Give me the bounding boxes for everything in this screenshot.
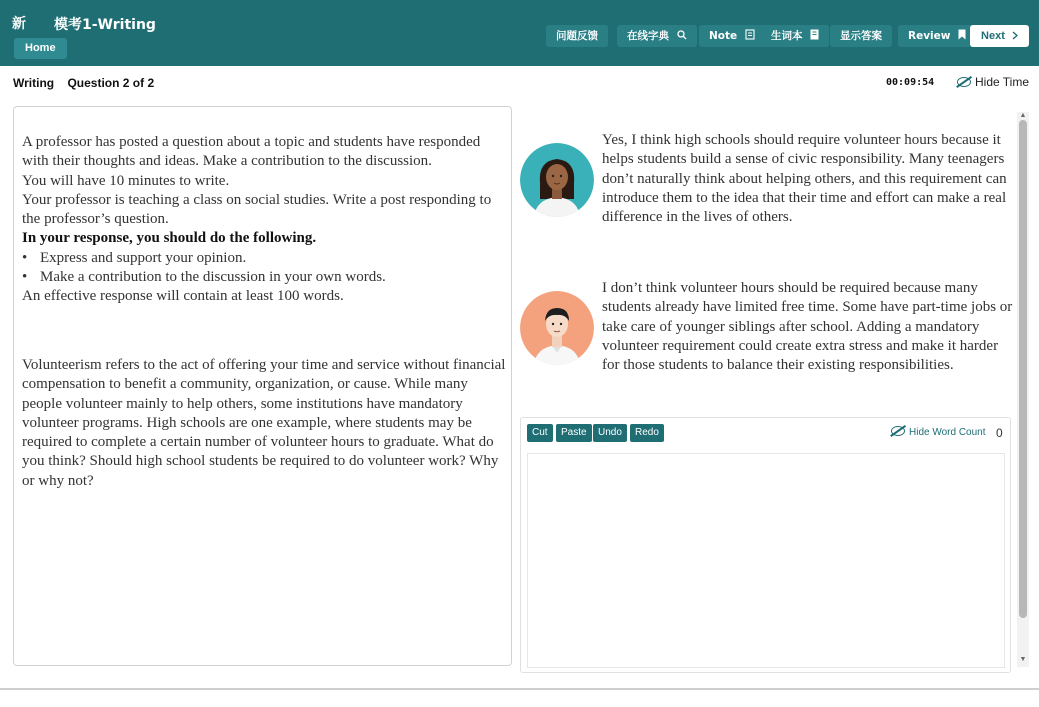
- hide-word-count-button[interactable]: Hide Word Count: [891, 426, 986, 438]
- bookmark-icon: [958, 29, 966, 40]
- instruction-context: Your professor is teaching a class on social studies. Write a post responding to the professor’s question.: [22, 191, 492, 228]
- instruction-list: [22, 249, 508, 288]
- show-answer-button[interactable]: 显示答案: [830, 25, 892, 47]
- instruction-heading: In your response, you should do the following.: [22, 230, 317, 247]
- instruction-length: An effective response will contain at least 100 words.: [22, 288, 344, 305]
- chevron-right-icon: [1012, 31, 1018, 40]
- vocabulary-button[interactable]: 生词本: [761, 25, 829, 47]
- next-button[interactable]: Next: [970, 25, 1029, 47]
- search-icon: [677, 30, 687, 40]
- book-icon: [810, 29, 819, 40]
- scrollbar-thumb[interactable]: [1019, 120, 1027, 618]
- hide-time-button[interactable]: Hide Time: [957, 75, 1029, 89]
- note-icon: [745, 29, 755, 40]
- top-toolbar: [0, 0, 1039, 66]
- instruction-intro: A professor has posted a question about a topic and students have responded with their thoughts and ideas. Make a contribution to the discussion.: [22, 134, 481, 170]
- student-post-1: Yes, I think high schools should require volunteer hours because it helps students build a sense of civic responsibility. Many teenagers don’t naturally think about helping others, and this requirement can introduce them to the idea that their time and effort can make a real difference in the lives of others.: [602, 132, 1007, 226]
- instruction-bullet: • Make a contribution to the discussion in your own words.: [22, 268, 508, 287]
- word-count: 0: [996, 426, 1003, 440]
- cut-button[interactable]: Cut: [527, 424, 553, 442]
- instruction-time: You will have 10 minutes to write.: [22, 172, 230, 189]
- prompt-panel: [13, 106, 512, 666]
- female-student-avatar: [520, 143, 594, 217]
- scroll-down-icon[interactable]: ▼: [1019, 656, 1027, 663]
- eye-slash-icon: [891, 426, 905, 436]
- review-button[interactable]: Review: [898, 25, 976, 47]
- test-title: 模考1-Writing: [54, 17, 156, 33]
- home-button[interactable]: Home: [14, 38, 67, 59]
- instruction-bullet: • Express and support your opinion.: [22, 249, 508, 268]
- paste-button[interactable]: Paste: [556, 424, 592, 442]
- feedback-button[interactable]: 问题反馈: [546, 25, 608, 47]
- note-button[interactable]: Note: [699, 25, 765, 47]
- section-indicator: [13, 76, 154, 90]
- male-student-avatar: [520, 291, 594, 365]
- response-textarea[interactable]: [527, 453, 1005, 668]
- eye-slash-icon: [957, 77, 971, 87]
- brand-logo: 新: [12, 16, 26, 32]
- professor-question: Volunteerism refers to the act of offering your time and service without financial compensation to benefit a community, organization, or cause. While many people volunteer mainly to help others, some institutions have mandatory volunteer programs. High schools are one example, where students may be required to complete a certain number of volunteer hours to graduate. What do you think? Should high school students be required to do volunteer work? Why or why not?: [22, 357, 506, 489]
- countdown-timer: 00:09:54: [886, 77, 935, 88]
- question-counter: Question 2 of 2: [67, 76, 155, 90]
- student-post-2: I don’t think volunteer hours should be required because many students already have limited free time. Some have part-time jobs or take care of younger siblings after school. Adding a mandatory volunteer requirement could create extra stress and make it harder for those students to balance their existing responsibilities.: [602, 280, 1013, 374]
- bottom-divider: [0, 688, 1039, 690]
- redo-button[interactable]: Redo: [630, 424, 664, 442]
- section-label: Writing: [13, 76, 55, 90]
- undo-button[interactable]: Undo: [593, 424, 627, 442]
- instructions: [22, 133, 508, 307]
- dictionary-button[interactable]: 在线字典: [617, 25, 697, 47]
- scroll-up-icon[interactable]: ▲: [1019, 112, 1027, 119]
